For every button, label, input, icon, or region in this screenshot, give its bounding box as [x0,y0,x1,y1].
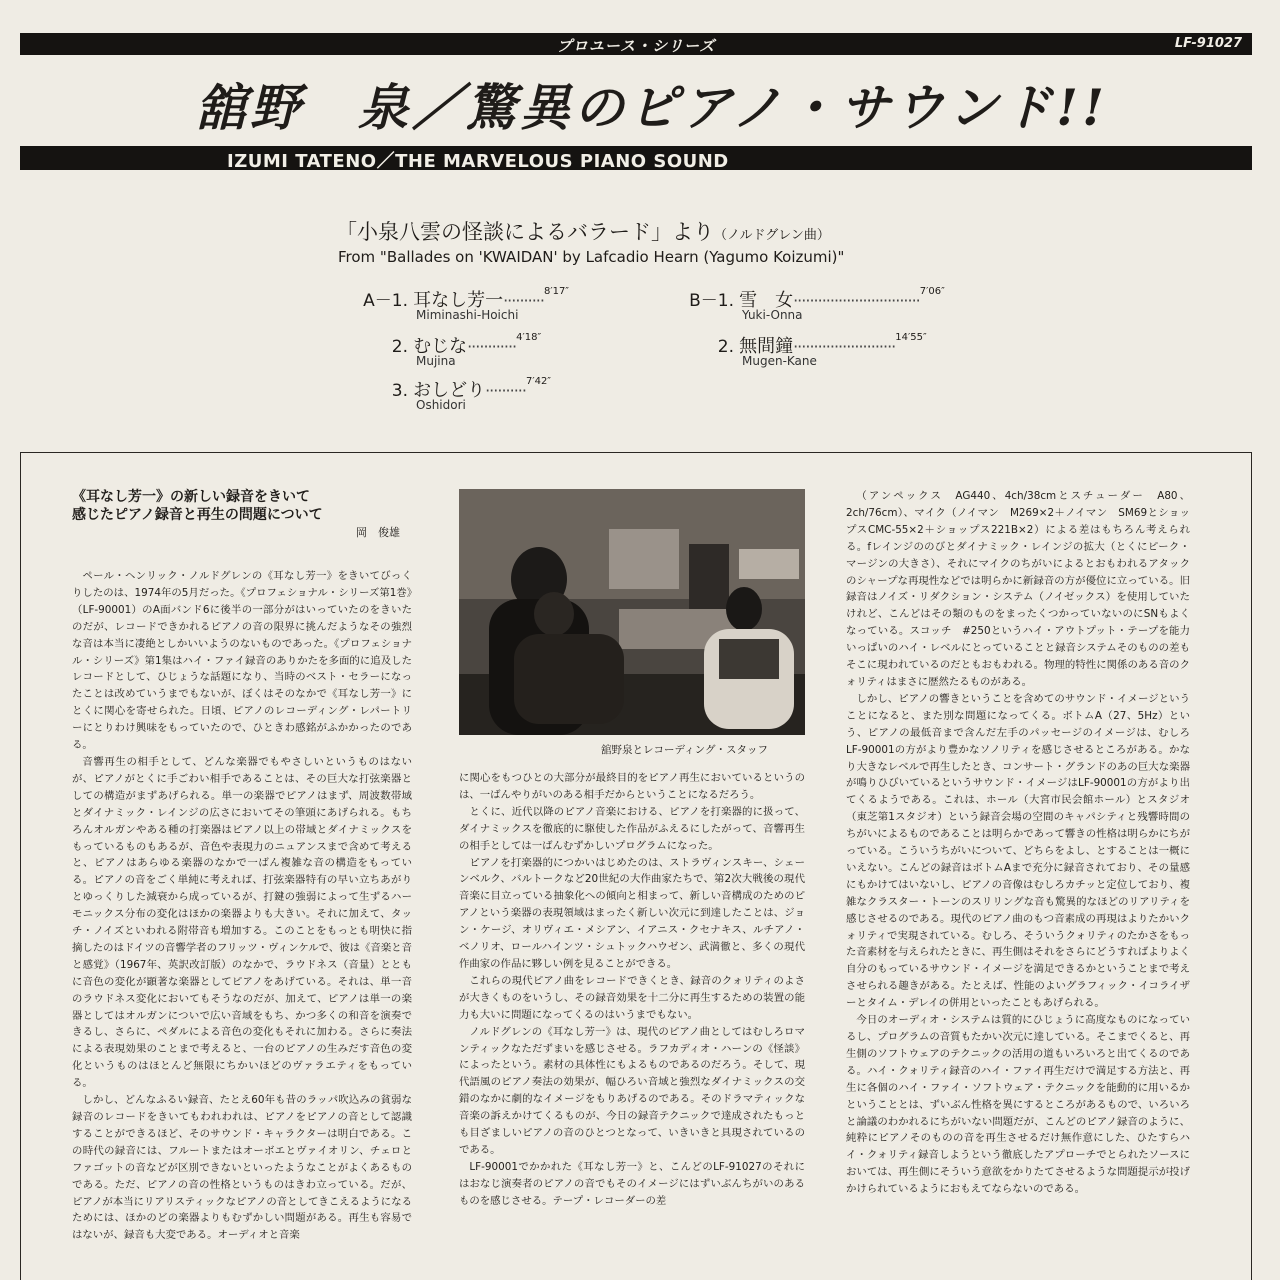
essay-title-line1: 《耳なし芳一》の新しい録音をきいて [72,489,310,505]
paragraph: とくに、近代以降のピアノ音楽における、ピアノを打楽器的に扱って、ダイナミックスを徹底的に駆使した作品がふえるにしたがって、音響再生の相手としては一ばんむずかしいプログラムになった。 [459,805,805,852]
recording-session-photo [459,489,805,735]
photo-illustration [459,489,805,735]
track-b1 [666,286,956,326]
leader-dots: ·········· [503,291,544,310]
paragraph: に関心をもつひとの大部分が最終目的をピアノ再生においているというのは、一ばんやりがいのある相手だからということになるだろう。 [459,772,805,801]
essay-column-2 [459,770,805,1270]
track-romaji: Miminashi-Hoichi [416,308,519,322]
track-a2 [340,332,640,372]
track-time: 7′42″ [525,376,552,387]
essay-column-1 [72,568,412,1268]
track-time: 8′17″ [543,286,570,297]
essay-author: 岡 俊雄 [356,526,400,539]
track-title: 雪 女 [739,290,794,311]
track-number: 3. [391,381,408,401]
paragraph: LF-90001でかかれた《耳なし芳一》と、こんどのLF-91027のそれにはおなじ演奏者のピアノの音でもそのイメージにはずいぶんちがいのあるものを感じさせる。テープ・レコーダーの差 [459,1160,805,1207]
track-a1 [340,286,640,326]
track-title: おしどり [413,380,486,401]
track-romaji: Mujina [416,354,456,368]
program-title-ja [336,216,830,246]
track-romaji: Yuki-Onna [742,308,803,322]
program-title-main: 「小泉八雲の怪談によるバラード」より [336,220,714,244]
english-title-bar [20,146,1252,170]
paragraph: ピアノを打楽器的につかいはじめたのは、ストラヴィンスキー、シェーンベルク、バルトークなど20世紀の大作曲家たちで、第2次大戦後の現代音楽に目立っている抽象化への傾向と相まって、新しい音構成のためのピアノという楽器の表現領域はまったく新しい次元に到達したことは、ジョン・ケージ、オリヴィエ・メシアン、イアニス・クセナキス、ルチアノ・ベノリオ、ロールハインツ・シュトックハウゼン、武満徹と、多くの現代作曲家の作品に夥しい例を見ることができる。 [459,856,805,970]
track-title: むじな [413,336,468,357]
leader-dots: ·········· [485,381,526,400]
paragraph: ノルドグレンの《耳なし芳一》は、現代のピアノ曲としてはむしろロマンティックなただずまいを感じさせる。ラフカディオ・ハーンの《怪談》によったという。素材の具体性にもよるものであるのだろう。そして、現代語風のピアノ奏法の効果が、幅ひろい音域と強烈なダイナミックスの交錯のなかに劇的なイメージをもりあげるのである。そのドラマティックな音楽の訴えかけてくるものが、今日の録音テクニックで達成されたもっとも目ざましいピアノの音のひとつとなって、いきいきと具現されているのである。 [459,1025,805,1156]
essay-column-3 [846,488,1190,1268]
series-label: プロユース・シリーズ [556,37,716,55]
leader-dots: ························· [793,337,896,356]
track-number: A－1. [363,291,408,311]
essay-title-line2: 感じたピアノ録音と再生の問題について [72,507,323,523]
paragraph: しかし、ピアノの響きということを含めてのサウンド・イメージということになると、また別な問題になってくる。ボトムA（27、5Hz）という、ピアノの最低音まで含んだ左手のパッセージのイメージは、むしろLF-90001の方がより豊かなソノリティを感じさせるところがある。かなり大きなレベルで再生したとき、コンサート・グランドのあの巨大な楽器が鳴りひびいているというサウンド・イメージはLF-90001の方がより出てくるようである。これは、ホール（大宮市民会館ホール）とスタジオ（東芝第1スタジオ）という録音会場の空間のキャパシティと残響時間のちがいによるものであることは明らかであって響きの性格は明らかにちがっている。こういうちがいについて、どちらをよし、とすることは一概にいえない。こんどの録音はボトムAまで充分に録音されており、その量感にもかけてはいないし、ピアノの音像はむしろカチッと定位しており、複雑なクラスター・トーンのスリリングな音も驚異的なほどのリアリティを感じさせるのである。現代のピアノ曲のもつ音素成の再現はよりたかいクォリティで実現されている。むしろ、そういうクォリティのたかさをもった音素材を与えられたときに、再生側はそれをさらにどうすればよりよく自分のもっているサウンド・イメージを満足できるかということまで考えさせられる趣きがある。たとえば、性能のよいグラフィック・イコライザーとタイム・デレイの併用といったこともあげられる。 [846,692,1190,1010]
track-title: 無間鐘 [739,336,794,357]
track-title: 耳なし芳一 [413,290,504,311]
track-romaji: Oshidori [416,398,466,412]
paragraph: 音響再生の相手として、どんな楽器でもやさしいというものはないが、ピアノがとくに手ごわい相手であることは、その巨大な打弦楽器としての構造がまずあげられる。単一の楽器でピアノはまず、周波数帯域とダイナミック・レインジの広さにおいてその筆頭にあげられる。もちろんオルガンやある種の打楽器はピアノ以上の帯域とダイナミックスをもっているものもあるが、音色や表現力のニュアンスまで含めて考えると、ピアノはあらゆる楽器のなかで一ばん複雑な音の構造をもっている。ピアノの音をごく単純に考えれば、打弦楽器特有の早い立ちあがりとゆっくりした減衰から成っているが、打鍵の強弱によって生ずるハーモニックス分布の変化はほかの楽器よりも大きい。それに加えて、タッチ・ノイズといわれる附帯音も増加する。このことをもっとも明快に指摘したのはドイツの音響学者のフリッツ・ヴィンケルで、彼は《音楽と音と感覚》（1967年、英訳改訂版）のなかで、ラウドネス（音量）とともに音色の変化が顕著な楽器としてピアノをあげている。それは、単一音のラウドネス変化においてもそうなのだが、加えて、ピアノは単一の楽器としてはオルガンについで広い音域をもち、かつ多くの和音を演奏できるし、さらに、ペダルによる音色の変化もそれに加わる。さらに奏法による表現効果のことまで考えると、一台のピアノの生みだす音色の変化というものはほとんど無限にちかいほどのヴァラエティをもっている。 [72,755,412,1090]
track-a3 [340,376,640,416]
leader-dots: ······························· [793,291,920,310]
track-romaji: Mugen-Kane [742,354,817,368]
series-bar [20,33,1252,55]
track-b2 [666,332,956,372]
composer-note: （ノルドグレン曲） [714,228,830,243]
paragraph: 今日のオーディオ・システムは質的にひじょうに高度なものになっているし、プログラムの音質もたかい次元に達している。そこまでくると、再生側のソフトウェアのテクニックの活用の道もいろいろと出てくるのである。ハイ・クォリティ録音のハイ・ファイ再生だけで満足する方法と、再生に各個のハイ・ファイ・ソフトウェア・テクニックを能動的に用いるかということとは、ずいぶん性格を異にするところがあるもので、いろいろと論議のわかれるにちがいない問題だが、こんどのピアノ録音のように、純粋にピアノそのものの音を再生させるだけ無作意にした、ひたすらハイ・クォリティ録音しようという徹底したアプローチでとられたソースにおいては、再生側にそういう意欲をかりたてさせるような問題提示が投げかけられているようにおもえてならないのである。 [846,1014,1190,1196]
track-time: 14′55″ [895,332,927,343]
album-title-en: IZUMI TATENO／THE MARVELOUS PIANO SOUND [227,151,729,172]
paragraph: これらの現代ピアノ曲をレコードできくとき、録音のクォリティのよさが大きくものをいうし、その録音効果を十二分に再生するための装置の能力も大いに問題になってくるのはいうまでもない。 [459,974,805,1021]
album-title-ja: 舘野 泉／驚異のピアノ・サウンド!! [196,78,1108,137]
leader-dots: ············ [467,337,517,356]
paragraph: しかし、どんなふるい録音、たとえ60年も昔のラッパ吹込みの貧弱な録音のレコードをきいてもわれわれは、ピアノをピアノの音として認識することができるほど、そのサウンド・キャラクターは明白である。この時代の録音には、フルートまたはオーボエとヴァイオリン、チェロとファゴットの音などが区別できないといったようなことがよくあるものである。ただ、ピアノの音の性格というものはきわ立っている。だが、ピアノが本当にリアリスティックなピアノの音としてきこえるようになるためには、ほかのどの楽器よりもむずかしい問題がある。再生も容易ではないが、録音も大変である。オーディオと音楽 [72,1094,412,1242]
program-title-en: From "Ballades on 'KWAIDAN' by Lafcadio Hearn (Yagumo Koizumi)" [338,248,845,266]
photo-caption: 舘野泉とレコーディング・スタッフ [601,744,768,756]
paragraph: （アンペックス AG440、4ch/38cmとスチューダー A80、2ch/76cm）、マイク（ノイマン M269×2＋ノイマン SM69とショップスCMC-55×2＋ショップス221B×2）による差はもちろん考えられる。fレインジののびとダイナミック・レインジの拡大（とくにピーク・マージンの大きさ）、それにマイクのちがいによるとおもわれるアタックのシャープな再現性などでは明らかに新録音の方が優位に立っている。旧録音はノイズ・リダクション・システム（ノイゼックス）を使用していたけれど、こんどはその類のものをまったくつかっていないのにSNもよくなっている。スコッチ #250というハイ・アウトプット・テープを能力いっぱいのハイ・レベルにとっていることと録音システムそのものの差もそこに現われているのだともおもわれる。物理的特性に関係のある音のクォリティはまさに歴然たるものがある。 [846,490,1190,688]
track-number: B－1. [689,291,734,311]
track-time: 4′18″ [516,332,542,343]
track-number: 2. [717,337,734,357]
paragraph: ペール・ヘンリック・ノルドグレンの《耳なし芳一》をきいてびっくりしたのは、1974年の5月だった。《プロフェショナル・シリーズ第1巻》（LF-90001）のA面バンド6に後半の一部分がはいっていたのをきいたのだが、レコードできかれるピアノの音の限界に挑んだようなその強烈な音は本当に凄絶としかいいようのないものであった。《プロフェショナル・シリーズ》第1集はハイ・ファイ録音のありかたを多面的に追及したレコードとして、ひじょうな話題になり、当時のベスト・セラーになったことは改めていうまでもないが、ぼくはそのなかで《耳なし芳一》にとくに関心を寄せられた。日頃、ピアノのレコーディング・レパートリーにとりわけ興味をもっていたので、ひときわ感銘がふかかったのである。 [72,570,412,752]
essay-title [72,488,323,524]
track-time: 7′06″ [919,286,945,297]
catalog-number: LF-91027 [1174,36,1242,51]
track-number: 2. [391,337,408,357]
